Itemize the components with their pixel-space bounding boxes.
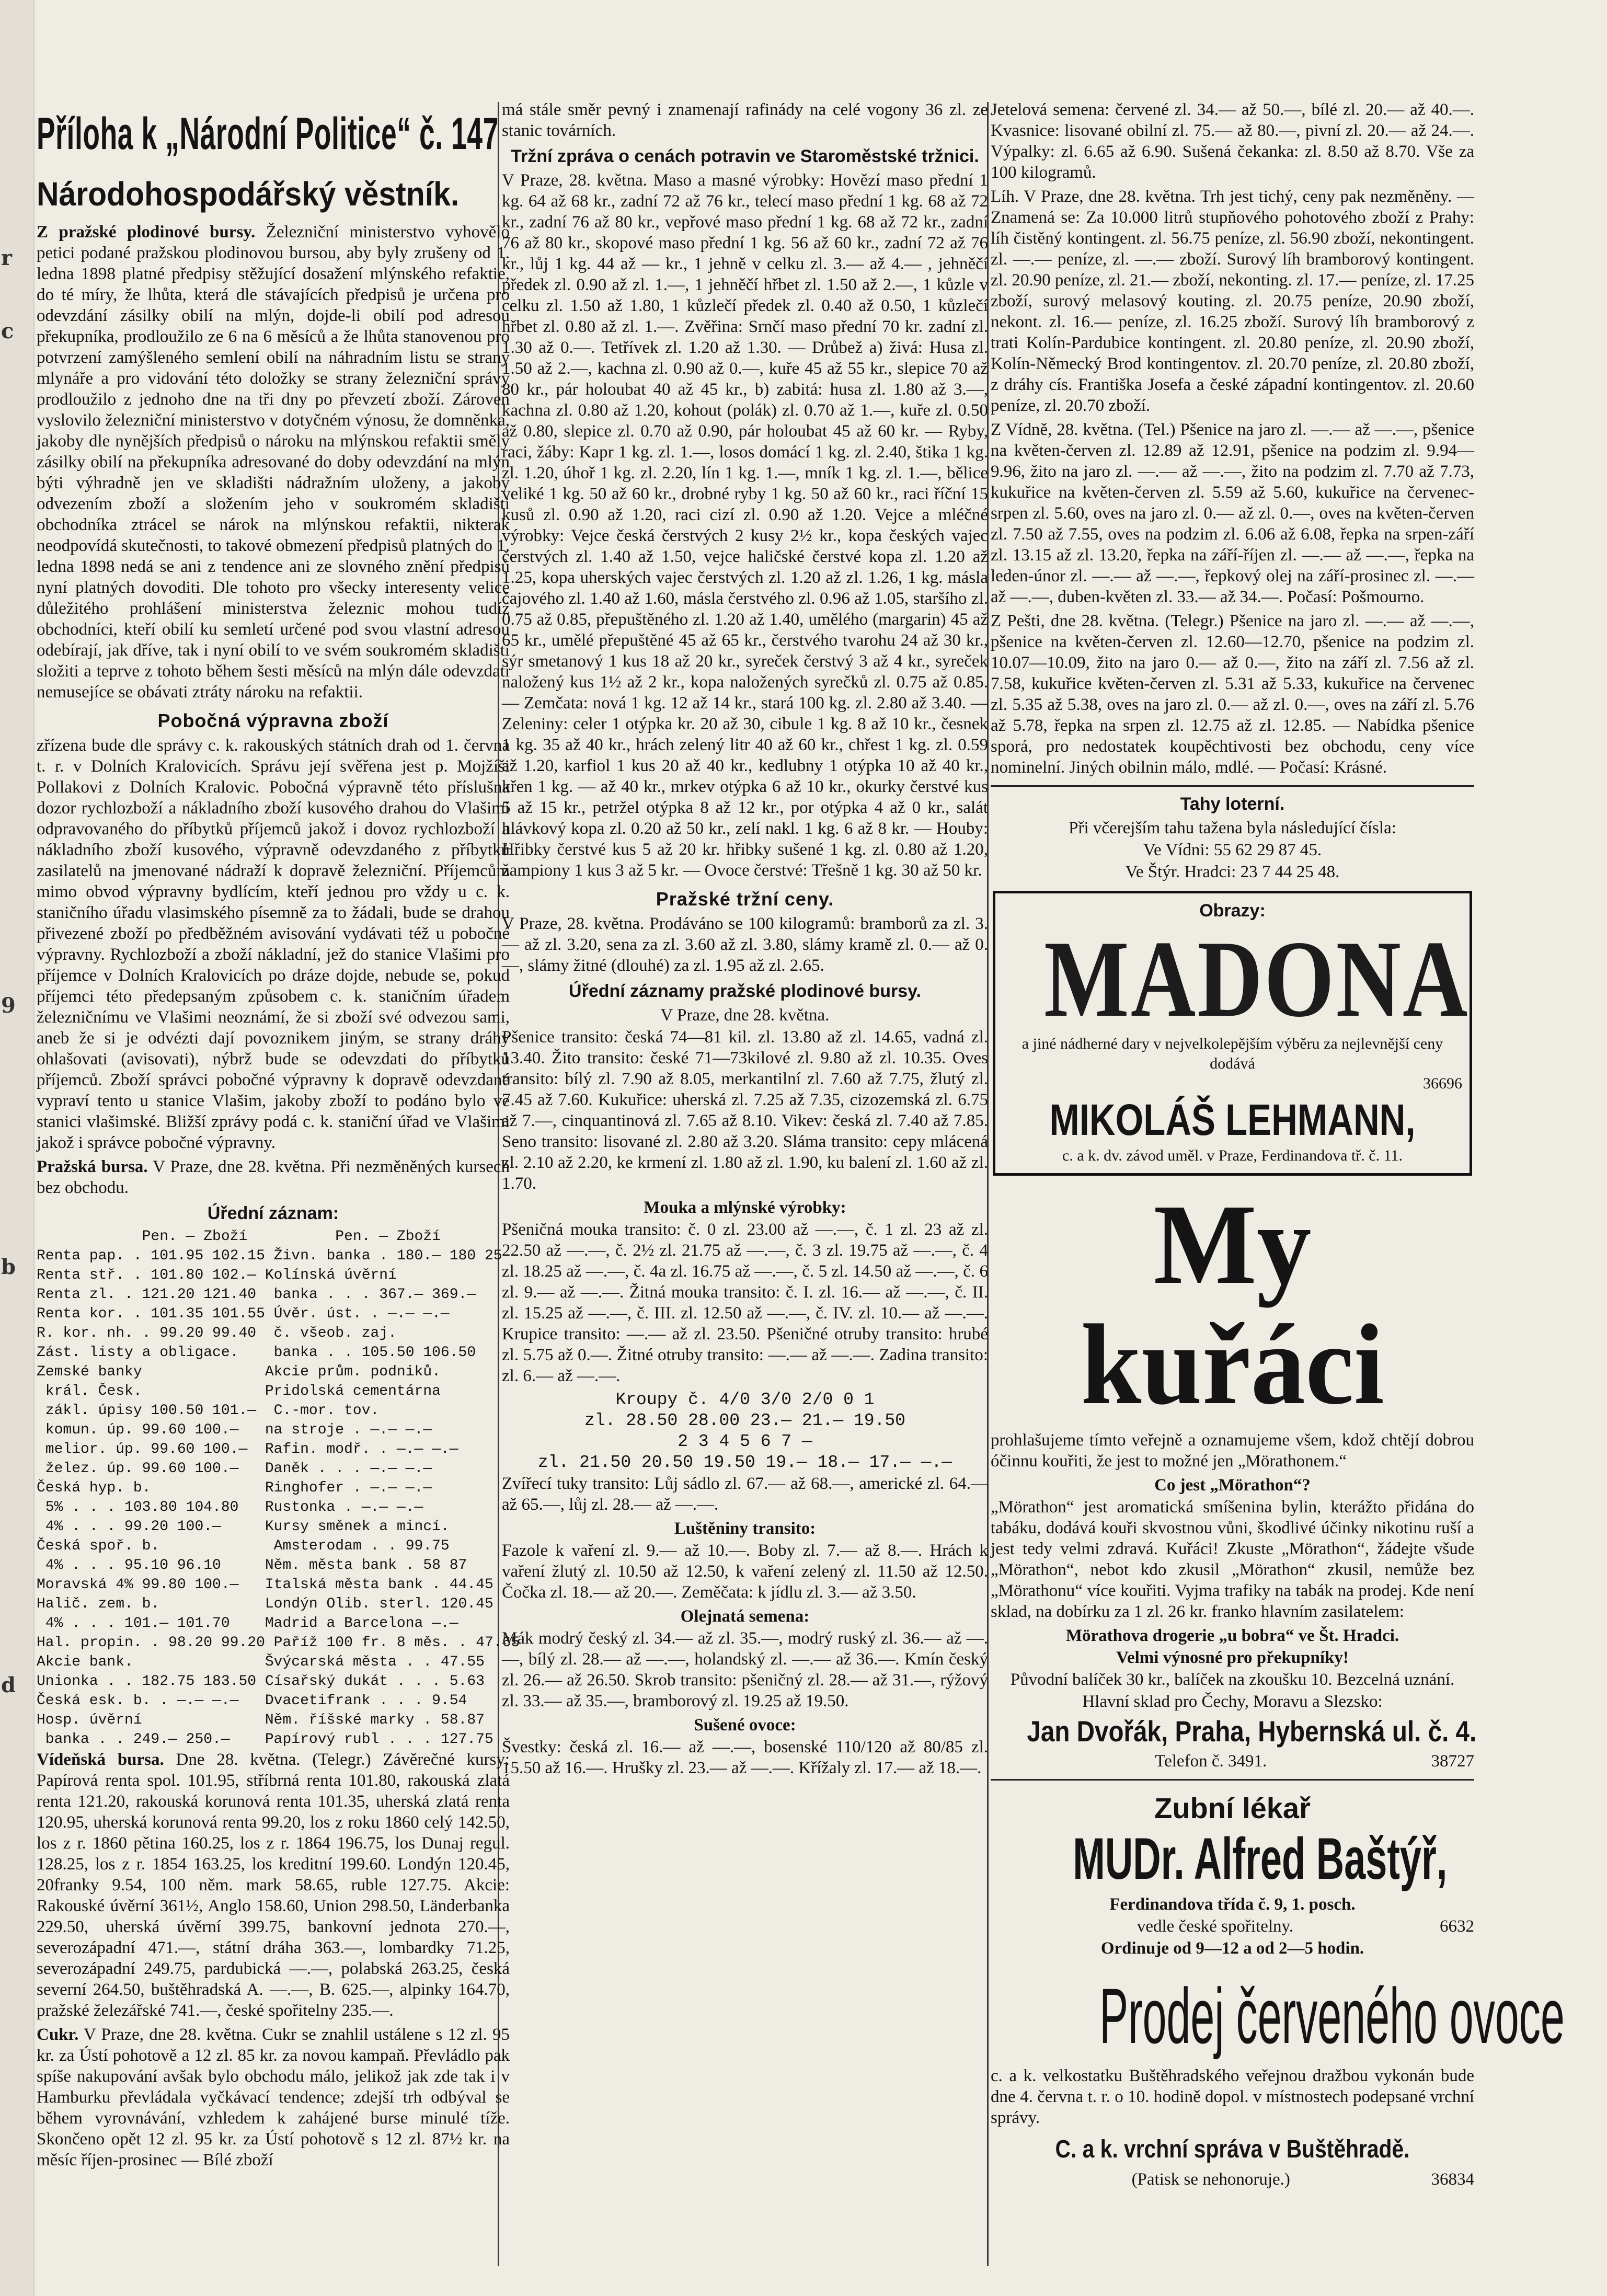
ad-firm: C. a k. vrchní správa v Buštěhradě.: [1055, 2136, 1410, 2163]
lottery-label: Ve Vídni:: [1143, 841, 1210, 859]
subsection-title: Mouka a mlýnské výrobky:: [644, 1198, 846, 1217]
article-text: V Praze, 28. května. Prodáváno se 100 kilogramů: bramborů za zl. 3.— až zl. 3.20, sena za zl. 3.60 až zl. 3.80, slámy kramě zl. 0.— až 0.—, slámy žitné (dlouhé) za zl. 1.95 až zl. 2.65.: [502, 914, 988, 975]
exchange-row: Renta pap. . 101.95 102.15 Živn. banka . 180.— 180 25: [37, 1248, 502, 1264]
column-market-prices: [502, 99, 988, 2269]
ad-text: prohlašujeme tímto veřejně a oznamujeme všem, kdož chtějí dobrou óčinnu kouřiti, že jest to možné jen „Mörathonem.“: [991, 1431, 1474, 1471]
exchange-table-title: Úřední záznam:: [207, 1203, 339, 1223]
lottery-graz: [991, 862, 1474, 882]
ad-firm: MIKOLÁŠ LEHMANN,: [1049, 1095, 1416, 1144]
article-text: Pšeničná mouka transito: č. 0 zl. 23.00 až —.—, č. 1 zl. 23 až zl. 22.50 až —.—, č. 2½ zl. 21.75 až —.—, č. 3 zl. 19.75 až —.—, č. 4 zl. 18.25 až —.—, č. 4a zl. 16.75 až —.—, č. 5 zl. 14.50 až —.—, č. 6 zl. 9.— až —.—. Žitná mouka transito: č. I. zl. 16.— až —.—, č. II. zl. 15.25 až —.—, č. III. zl. 12.50 až —.—, č. IV. zl. 10.— až —.—. Krupice transito: —.— až zl. 23.50. Pšeničné otruby transito: hrubé zl. 5.75 až 0.—. Žitné otruby transito: —.— až —.—. Zadina transito: zl. 6.— až —.—.: [502, 1220, 988, 1385]
ad-dentist-name: MUDr. Alfred Baštýř,: [1073, 1826, 1448, 1891]
exchange-row: R. kor. nh. . 99.20 99.40 č. všeob. zaj.: [37, 1325, 397, 1341]
column-economy: [37, 99, 520, 2269]
exchange-row: Česká esk. b. . —.— —.— Dvacetifrank . . . 9.54: [37, 1693, 467, 1709]
article-commodity-exchange: [37, 222, 510, 703]
left-page-edge: [0, 0, 35, 2296]
exchange-row: Česká hyp. b. Ringhofer . —.— —.—: [37, 1480, 432, 1496]
exchange-row: 4% . . . 95.10 96.10 Něm. města bank . 58 87: [37, 1557, 467, 1574]
exchange-row: Moravská 4% 99.80 100.— Italská města bank . 44.45: [37, 1577, 493, 1593]
lottery-vienna: [991, 840, 1474, 860]
ad-phone: [991, 1751, 1474, 1772]
ad-code: 38727: [1431, 1752, 1474, 1771]
exchange-row: želez. úp. 99.60 100.— Daněk . . . —.— —.—: [37, 1461, 432, 1477]
article-text: má stále směr pevný i znamenají rafinády na celé vogony 36 zl. ze stanic továrních.: [502, 100, 988, 140]
lottery-numbers: 55 62 29 87 45.: [1213, 841, 1322, 859]
ad-note: [991, 1916, 1474, 1937]
article-text: Železniční ministerstvo vyhovělo petici podané pražskou plodinovou bursou, aby byly zrušeny od 1. ledna 1898 platné předpisy stěžující dosažení mlýnského refaktie, do té míry, že lhůta, která dle stávajících předpisů je určena pro odevzdání zásilky obilí na mlýn, dojde-li obilí pod adresou překupníka, prodloužilo ze 6 na 6 měsíců a že lhůta stanovenou pro potvrzení zamýšleného semlení obilí na náhradním listu se strany mlynáře a pro vidování této doložky se strany železniční správy prodloužilo z jednoho dne na tři dny po převzetí zboží. Zároveň vyslovilo železniční ministerstvo v dotyčném výnosu, že domněnka, jakoby dle nynějších předpisů o nároku na mlýnskou refaktii směly zásilky obilí na překupníka adresované do doby odevzdání na mlýn býti výhradně jen ve skladišti nádražním uloženy, a jakoby odvezením zboží a složením jeho v soukromém skladišti obchodníka ztrácel se nárok na mlýnskou refaktii, nikterak neodpovídá skutečnosti, to takové obmezení předpisů platných do 1. ledna 1898 nedá se ani z tendence ani ze slovného znění předpisů nyní platných dovoditi. Dle tohoto pro všecky interesenty velice důležitého prohlášení ministerstva železnic mohou tudíž obchodníci, kteří obilí ku semletí určené pod svou vlastní adresou odebírají, jak dříve, tak i nyní obilí to ve svém soukromém skladišti složiti a teprve z tohoto během šesti měsíců na mlýn dále odevzdati nemusejíce se obávati ztráty nároku na refaktii.: [37, 223, 510, 702]
ad-code: 36696: [1423, 1075, 1462, 1092]
exchange-row: Renta zl. . 121.20 121.40 banka . . . 367.— 369.—: [37, 1287, 476, 1303]
ad-madona: [993, 891, 1472, 1176]
exchange-row: zákl. úpisy 100.50 101.— C.-mor. tov.: [37, 1403, 380, 1419]
article-headline: Úřední záznamy pražské plodinové bursy.: [569, 981, 921, 1001]
article-headline: Pražská bursa.: [37, 1157, 148, 1176]
article-text: Zvířecí tuky transito: Lůj sádlo zl. 67.— až 68.—, americké zl. 64.— až 65.—, lůj zl. 28.— až —.—.: [502, 1474, 988, 1514]
article-headline: Tržní zpráva o cenách potravin ve Staroměstské tržnici.: [511, 146, 979, 166]
exchange-row: král. Česk. Pridolská cementárna: [37, 1383, 441, 1399]
exchange-row: Zást. listy a obligace. banka . . 105.50 106.50: [37, 1345, 476, 1361]
article-text: V Praze, dne 28. května. Cukr se znahlil ustálene s 12 zl. 95 kr. za Ústí pohotově a 12 zl. 85 kr. za novou kampaň. Převládlo pak spíše nakupování avšak bylo obchodu málo, jelikož jak zde tak i v Hamburku převládala vyčkávací tendence; zdejší trh odbýval se během vyrovnávání, vzhledem k zahájené burse minulé tíže. Skončeno opět 12 zl. 95 kr. za Ústí pohotově s 12 zl. 87½ kr. na měsíc říjen-prosinec — Bílé zboží: [37, 2025, 510, 2169]
edge-mark: d: [1, 1673, 16, 1697]
exchange-row: Halič. zem. b. Londýn Olib. sterl. 120.45: [37, 1596, 493, 1612]
ad-tel: Telefon č. 3491.: [1155, 1752, 1267, 1771]
article-text: Švestky: česká zl. 16.— až —.—, bosenské 110/120 až 80/85 zl. 15.50 až 16.—. Hrušky zl. 23.— až —.—. Křížaly zl. 17.— až 18.—.: [502, 1738, 988, 1777]
article-text: Fazole k vaření zl. 9.— až 10.—. Boby zl. 7.— až 8.—. Hrách k vaření žlutý zl. 10.50 až 12.50, k vaření zelený zl. 11.50 až 12.50. Čočka zl. 18.— až 20.—. Zeměčata: k jídlu zl. 3.— až 3.50.: [502, 1541, 988, 1602]
exchange-row: Renta kor. . 101.35 101.55 Úvěr. úst. . —.— —.—: [37, 1306, 450, 1322]
exchange-row: Renta stř. . 101.80 102.— Kolínská úvěrní: [37, 1267, 397, 1283]
ad-price: Původní balíček 30 kr., balíček na zkoušku 10. Bezcelná uznání.: [1010, 1670, 1455, 1689]
section-title: Národohospodářský věstník.: [37, 175, 460, 213]
edge-mark: r: [1, 246, 13, 270]
article-text: Jetelová semena: červené zl. 34.— až 50.—, bílé zl. 20.— až 40.—. Kvasnice: lisované obilní zl. 75.— až 80.—, pivní zl. 20.— až 24.—. Výpalky: zl. 6.65 až 6.90. Sušená čekanka: zl. 8.50 až 8.70. Vše za 100 kilogramů.: [991, 100, 1474, 182]
ad-headline: My kuřáci: [1081, 1180, 1384, 1428]
exchange-row: 4% . . . 99.20 100.— Kursy směnek a mincí.: [37, 1519, 450, 1535]
article-text: V Praze, dne 28. května. Při nezměněných kursech bez obchodu.: [37, 1157, 510, 1197]
ad-representative: Hlavní sklad pro Čechy, Moravu a Slezsko:: [1082, 1692, 1383, 1711]
article-text: V Praze, 28. května. Maso a masné výrobky: Hovězí maso přední 1 kg. 64 až 68 kr., zadní 72 až 76 kr., telecí maso přední 1 kg. 68 až 72 kr., zadní 76 až 80 kr., vepřové maso přední 1 kg. 68 až 72 kr., zadní 76 až 80 kr., skopové maso přední 1 kg. 56 až 60 kr., zadní 72 až 76 kr., lůj 1 kg. 44 až — kr., 1 jehně v celku zl. 3.— až 4.— , jehněčí předek zl. 0.90 až zl. 1.—, 1 jehněčí hřbet zl. 1.50 až 2.—, 1 kůzle v celku zl. 1.50 až 1.80, 1 kůzlečí předek zl. 0.40 až 0.50, 1 kůzlečí hřbet zl. 0.80 až zl. 1.—. Zvěřina: Srnčí maso přední 70 kr. zadní zl. 1.30 až 0.—. Tetřívek zl. 1.20 až 1.30. — Drůbež a) živá: Husa zl. 1.50 až 2.—, kachna zl. 0.90 až 0.—, kuře 45 až 55 kr., slepice 70 až 80 kr., pár holoubat 40 až 45 kr., b) zabitá: husa zl. 1.80 až 3.—, kachna zl. 0.80 až 1.20, kohout (polák) zl. 0.70 až 1.—, kuře zl. 0.50 až 0.80, slepice zl. 0.70 až 0.90, pár holoubat 45 až 60 kr. — Ryby, raci, žáby: Kapr 1 kg. zl. 1.—, losos domácí 1 kg. zl. 2.40, štika 1 kg. zl. 1.20, úhoř 1 kg. zl. 2.20, lín 1 kg. 1.—, mník 1 kg. zl. 1.—, bělice veliké 1 kg. 50 až 60 kr., drobné ryby 1 kg. 50 až 60 kr., raci říční 15 kusů zl. 0.90 až 1.20, raci cizí zl. 0.90 až 1.20. Vejce a mléčné výrobky: Vejce česká čerstvých 2 kusy 2½ kr., kopa českých vajec čerstvých zl. 1.40 až 1.50, vejce haličské čerstvé kopa zl. 1.20 až 1.25, kopa uherských vajec čerstvých zl. 1.20 až zl. 1.26, 1 kg. másla čajového zl. 1.40 až 1.60, másla čerstvého zl. 0.96 až 1.05, staršího zl. 0.75 až 0.85, přepuštěného zl. 1.20 až 1.40, umělého (margarin) 45 až 65 kr., umělé přepuštěné 45 až 65 kr., čerstvého tvarohu 24 až 30 kr., sýr smetanový 1 kus 18 až 20 kr., syreček čerstvý 3 až 4 kr., syreček naložený kus 1½ až 2 kr., kopa naložených syrečků zl. 0.75 až 0.85. — Zemčata: nová 1 kg. 12 až 14 kr., stará 100 kg. zl. 2.80 až 3.40. — Zeleniny: celer 1 otýpka kr. 20 až 30, cibule 1 kg. 8 až 10 kr., česnek 1 kg. 35 až 40 kr., hrách zelený litr 40 až 60 kr., chřest 1 kg. zl. 0.59 až 1.20, karfiol 1 kus 20 až 40 kr., kedlubny 1 otýpka 10 až 40 kr., křen 1 kg. — až 40 kr., mrkev otýpka 6 až 10 kr., okurky čerstvé kus 5 až 15 kr., petržel otýpka 8 až 12 kr., por otýpka 4 až 0 kr., salát hlávkový kopa zl. 0.20 až 50 kr., zelí nakl. 1 kg. 6 až 8 kr. — Houby: Hřibky čerstvé kus 5 až 20 kr. hřibky sušené 1 kg. zl. 0.80 až 1.20, žampiony 1 kus 3 až 5 kr. — Ovoce čerstvé: Třešně 1 kg. 30 až 50 kr.: [502, 171, 988, 880]
column-ads: [991, 99, 1565, 2269]
exchange-row: Akcie bank. Švýcarská města . . 47.55: [37, 1654, 485, 1670]
article-text: zřízena bude dle správy c. k. rakouských státních drah od 1. června t. r. v Dolních Kralovicích. Správu její svěřena jest p. Mojžíši Pollakovi z Dolních Kralovic. Pobočná výpravně této příslušna dozor rychlozboží a nákladního zboží kusového drahou do Vlašimi odpravovaného do příbytků příjemců jakož i dovoz rychlozboží a nákladního zboží kusového, výpravně odevzdaného z příbytků zasilatelů na jmenované nádraží k dopravě železniční. Příjemcům mimo obvod výpravny bydlícím, kteří jednou pro vždy u c. k. staničního úřadu vlasimského písemně za to žádali, bude se drahou přivezené zboží po předběžném avisování vydávati též u pobočné výpravny. Rychlozboží a zboží nákladní, jež do stanice Vlašimi pro příjemce v Dolních Kralovicích po dráze dojde, nebude se, pokud příjemci této předepsaným způsobem c. k. staničním úřadem železničnímu ve Vlašimi neoznámí, že si zboží své odvezou sami, aneb že si je odvézti dají povoznikem jiným, se strany dráhy ohlašovati (avisovati), nýbrž bude se odevzdati do příbytků příjemců. Zboží správci pobočné výpravny k dopravě odevzdané vypraví tento u stanice Vlašim, jakoby zboží to podáno bylo ve stanici vlašimské. Bližší zprávy podá c. k. staniční úřad ve Vlašimi jakož i správce pobočné výpravny.: [37, 736, 510, 1152]
kroupy-row: 2 3 4 5 6 7 —: [678, 1432, 812, 1451]
supplement-title: Příloha k „Národní Politice“ č. 147: [37, 109, 499, 159]
exchange-row: Hosp. úvěrní Něm. říšské marky . 58.87: [37, 1712, 485, 1728]
exchange-row: 5% . . . 103.80 104.80 Rustonka . —.— —.—: [37, 1499, 423, 1516]
exchange-row: banka . . 249.— 250.— Papírový rubl . . . 127.75: [37, 1731, 493, 1748]
ad-store: Mörathova drogerie „u bobra“ ve Št. Hradci.: [1065, 1626, 1399, 1645]
ad-headline: MADONA: [1044, 919, 1470, 1040]
article-vienna: Z Vídně, 28. května. (Tel.) Pšenice na jaro zl. —.— až —.—, pšenice na květen-červen zl. 12.89 až 12.91, pšenice na podzim zl. 9.94—9.96, žito na jaro zl. —.— až —.—, žito na podzim zl. 7.70 až 7.73, kukuřice na květen-červen zl. 5.59 až 5.60, kukuřice na červenec-srpen zl. 5.60, oves na jaro zl. 0.— až zl. 0.—, oves na květen-červen zl. 7.50 až 7.55, oves na podzim zl. 6.06 až 6.08, řepka na srpen-září zl. 13.15 až zl. 13.20, řepka na září-říjen zl. —.— až —.—, řepka na leden-únor zl. —.— až —.—, řepkový olej na září-prosinec zl. —.— až —.—, duben-květen zl. 33.— až 34.—. Počasí: Pošmourno.: [991, 420, 1474, 606]
article-headline: Pobočná výpravna zboží: [157, 710, 389, 731]
exchange-row: Zemské banky Akcie prům. podniků.: [37, 1364, 441, 1380]
exchange-row: melior. úp. 99.60 100.— Rafin. modř. . —.— —.—: [37, 1441, 458, 1457]
edge-mark: c: [1, 319, 14, 343]
ad-text: a jiné nádherné dary v nejvelkolepějším výběru za nejlevnější ceny dodává: [1021, 1035, 1443, 1072]
edge-mark: 9: [1, 993, 16, 1018]
article-vienna-exchange: [37, 1749, 510, 2021]
kroupy-row: zl. 21.50 20.50 19.50 19.— 18.— 17.— —.—: [537, 1453, 952, 1472]
article-text: Dne 28. května. (Telegr.) Závěrečné kursy: Papírová renta spol. 101.95, stříbrná renta 101.80, rakouská zlatá renta 121.20, rakouská korunová renta 101.35, uherská zlatá renta 120.95, uherská korunová renta 99.20, los z roku 1860 celý 142.50, los z r. 1860 pětina 160.25, los z r. 1864 196.75, los Dunaj regul. 128.25, los z r. 1854 163.25, los kreditní 199.60. Londýn 120.45, 20franky 9.54, 100 něm. mark 58.65, ruble 127.75. Akcie: Rakouské úvěrní 361½, Anglo 158.60, Union 298.50, Länderbanka 229.50, uherská úvěrní 399.75, bankovní jednota 270.—, severozápadní 471.—, státní dráha 363.—, lombardky 71.25, severozápadní 249.75, pardubická —.—, polabská 263.25, česká severní 264.50, buštěhradská A. —.—, B. 625.—, alpinky 164.70, pražské železářské 741.—, české spořitelny 235.—.: [37, 1750, 510, 2020]
ad-text: „Mörathon“ jest aromatická smíšenina bylin, kterážto přidána do tabáku, dodává kouři skvostnou vůni, škodlivé účinky nikotinu ruší a jest tedy velmi zdravá. Kuřáci! Zkuste „Mörathon“, žádejte všude „Mörathon“, nebot kdo zkusil „Mörathon“ zkusil, nemůže bez „Mörathonu“ více kouřiti. Vyjma trafiky na tabák na prodej. Kde není sklad, na dobírku za 1 zl. 26 kr. franko hlavním zasilatelem:: [991, 1498, 1474, 1621]
lottery-title: Tahy loterní.: [1180, 794, 1285, 814]
ad-question: Co jest „Mörathon“?: [1154, 1476, 1311, 1495]
exchange-row: Pen. — Zboží Pen. — Zboží: [37, 1229, 441, 1245]
exchange-row: Hal. propin. . 98.20 99.20 Paříž 100 fr. 8 měs. . 47.65: [37, 1635, 520, 1651]
article-text: Pšenice transito: česká 74—81 kil. zl. 13.80 až zl. 14.65, vadná zl. 13.40. Žito transito: české 71—73kilové zl. 9.80 až zl. 10.35. Oves transito: bílý zl. 7.90 až 8.05, merkantilní zl. 7.60 až 7.75, žlutý zl. 7.45 až 7.60. Kukuřice: uherská zl. 7.25 až 7.35, cizozemská zl. 6.75 až 7.—, cinquantinová zl. 7.65 až 8.10. Vikev: česká zl. 7.40 až 7.85. Seno transito: lisované zl. 2.80 až 3.20. Sláma transito: cepy mlácená zl. 2.10 až 2.20, ke krmení zl. 1.80 až zl. 1.90, ku balení zl. 1.60 až zl. 1.70.: [502, 1028, 988, 1193]
ad-label: Obrazy:: [1199, 901, 1266, 921]
divider: [991, 785, 1474, 787]
article-spirits: Líh. V Praze, dne 28. května. Trh jest tichý, ceny pak nezměněny. — Znamená se: Za 10.000 litrů stupňového pohotového zboží z Prahy: líh čistěný kontingent. zl. 56.75 peníze, zl. 56.90 zboží, nekontingent. zl. —.— peníze, zl. —.— zboží. Surový líh bramborový kontingent. zl. 20.90 peníze, zl. 21.— zboží, nekonting. zl. 17.— peníze, zl. 17.25 zboží, surový melasový kouting. zl. 20.75 peníze, 20.90 zboží, nekont. zl. 16.— peníze, zl. 16.25 zboží. Surový líh bramborový z trati Kolín-Pardubice kontingent. zl. 20.80 peníze, zl. 20.90 zboží, Kolín-Německý Brod kontingentov. zl. 20.70 peníze, zl. 20.80 zboží, z dráhy cís. Františka Josefa a české západní kontingentov. zl. 20.60 peníze, zl. 20.70 zboží.: [991, 187, 1474, 415]
ad-address: c. a k. dv. závod uměl. v Praze, Ferdinandova tř. č. 11.: [1062, 1147, 1403, 1164]
lottery-numbers: 23 7 44 25 48.: [1240, 863, 1340, 881]
lottery-label: Ve Štýr. Hradci:: [1125, 863, 1236, 881]
article-text: Mák modrý český zl. 34.— až zl. 35.—, modrý ruský zl. 36.— až —.—, bílý zl. 28.— až —.—, holandský zl. —.— až 36.—. Kmín český zl. 26.— až 26.50. Skrob transito: pšeničný zl. 28.— až 31.—, rýžový zl. 33.— až 35.—, bramborový zl. 19.25 až 19.50.: [502, 1629, 988, 1710]
exchange-table: [37, 1227, 520, 1749]
ad-text: c. a k. velkostatku Buštěhradského veřejnou dražbou vykonán bude dne 4. června t. r. o 10. hodině dopol. v místnostech podepsané vrchní správy.: [991, 2067, 1474, 2127]
ad-firm: Jan Dvořák, Praha, Hybernská ul. č. 4.: [1027, 1715, 1477, 1748]
ad-headline: Prodej červeného ovoce: [1099, 1972, 1565, 2060]
subsection-title: Sušené ovoce:: [694, 1716, 796, 1735]
exchange-row: 4% . . . 101.— 101.70 Madrid a Barcelona —.—: [37, 1615, 458, 1632]
exchange-row: Česká spoř. b. Amsterodam . . 99.75: [37, 1538, 450, 1554]
article-headline: Cukr.: [37, 2025, 79, 2044]
article-headline: Z pražské plodinové bursy.: [37, 223, 256, 242]
exchange-row: Unionka . . 182.75 183.50 Císařský dukát . . . 5.63: [37, 1673, 485, 1690]
subsection-title: Olejnatá semena:: [680, 1607, 810, 1626]
ad-note-text: vedle české spořitelny.: [1137, 1917, 1294, 1936]
ad-note-text: (Patisk se nehonoruje.): [1131, 2170, 1290, 2189]
ad-wholesale: Velmi výnosné pro překupníky!: [1116, 1648, 1349, 1667]
ad-footer: [991, 2169, 1474, 2190]
kroupy-row: Kroupy č. 4/0 3/0 2/0 0 1: [615, 1390, 875, 1409]
edge-mark: b: [1, 1255, 16, 1279]
article-headline: Pražské tržní ceny.: [656, 888, 834, 910]
ad-code: 36834: [1431, 2170, 1474, 2189]
article-pest: Z Pešti, dne 28. května. (Telegr.) Pšenice na jaro zl. —.— až —.—, pšenice na květen-červen zl. 12.60—12.70, pšenice na podzim zl. 10.07—10.09, žito na jaro 0.— až 0.—, žito na září zl. 7.56 až zl. 7.58, kukuřice květen-červen zl. 5.31 až 5.33, kukuřice na červenec zl. 5.35 až 5.38, oves na jaro zl. 0.— až zl. 0.—, oves na září zl. 5.76 až 5.78, řepka na srpen zl. 12.75 až zl. 12.85. — Nabídka pšenice sporá, pro nedostatek koupěchtivosti bez obchodu, ceny více nominelní. Jiných obilnin málo, mdlé. — Počasí: Krásné.: [991, 612, 1474, 777]
lottery-intro: Při včerejším tahu tažena byla následující čísla:: [1069, 819, 1396, 837]
ad-dentist-title: Zubní lékař: [1154, 1792, 1311, 1824]
subsection-title: Luštěniny transito:: [674, 1519, 816, 1538]
divider: [991, 1779, 1474, 1781]
kroupy-row: zl. 28.50 28.00 23.— 21.— 19.50: [584, 1411, 905, 1430]
ad-code: 6632: [1440, 1917, 1474, 1936]
dateline: V Praze, dne 28. května.: [660, 1006, 830, 1025]
ad-address: Ferdinandova třída č. 9, 1. posch.: [1109, 1895, 1356, 1914]
ad-hours: Ordinuje od 9—12 a od 2—5 hodin.: [1100, 1939, 1364, 1958]
article-sugar: [37, 2024, 510, 2171]
article-headline: Vídeňská bursa.: [37, 1750, 164, 1769]
article-prague-exchange: [37, 1156, 510, 1198]
exchange-row: komun. úp. 99.60 100.— na stroje . —.— —.—: [37, 1422, 432, 1438]
